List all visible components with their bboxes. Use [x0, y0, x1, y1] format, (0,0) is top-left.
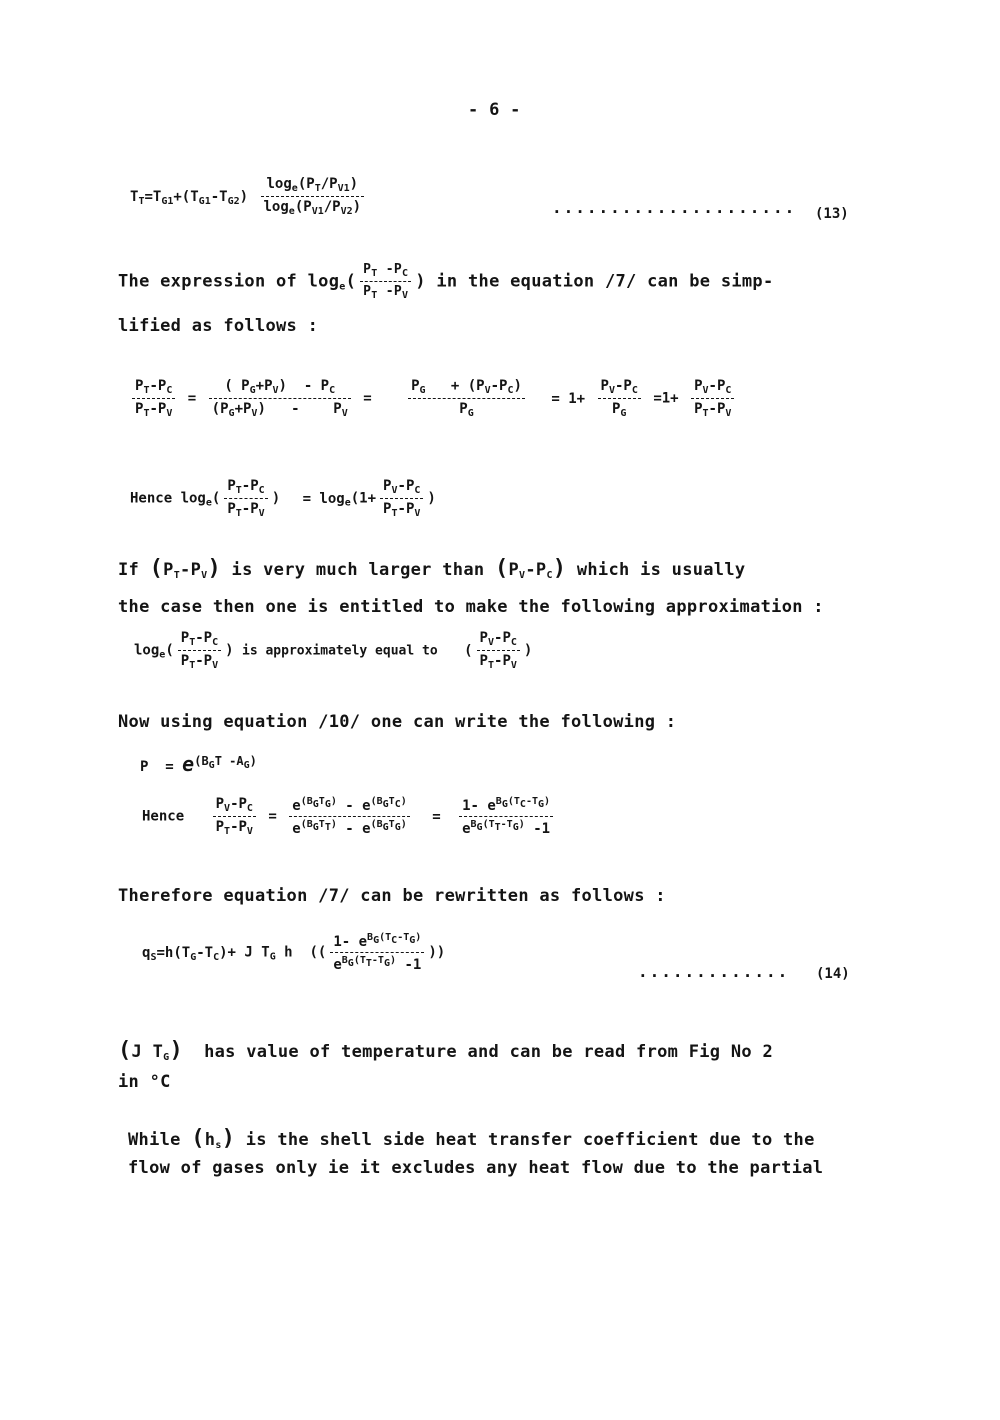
intro-line: The expression of $\log_e$( $\frac{P_T -P_C}{P_T -P_V}$ ) in the equation /7/ can be simp-	[118, 262, 774, 301]
now-line: Now using equation /10/ one can write the following :	[118, 712, 677, 732]
equation-13-number: (13)	[815, 206, 849, 222]
jtg-line-2: in °C	[118, 1072, 171, 1092]
simplification-equation: $\frac{P_T-P_C}{P_T-P_V}$ = $\frac{( P_G+P_V) - P_C}{(P_G+P_V) - P_V}$ = $\frac{P_G + (P_V-P_C)}{P_G}$ = 1+ $\frac{P_V-P_C}{P_G}$ =1+ $\frac{P_V-P_C}{P_T-P_V}$	[128, 378, 738, 419]
hence-ratio-equation: Hence $\frac{P_V-P_C}{P_T-P_V}$ = $\frac{e^{(B_GT_G)} - e^{(B_GT_C)}}{e^{(B_GT_T)} - e^{(B_GT_G)}}$ = $\frac{1- e^{B_G(T_C-T_G)}}{e^{B_G(T_T-T_G)} -1}$	[142, 796, 557, 837]
case-line: the case then one is entitled to make the following approximation :	[118, 597, 824, 617]
intro-line-2: lified as follows :	[118, 316, 319, 336]
equation-14-number: (14)	[816, 966, 850, 982]
pressure-equation: $P = e^{(B_GT -A_G)}$	[140, 752, 257, 776]
page-number: - 6 -	[468, 100, 521, 120]
hence-log-equation: Hence $\log_e$( $\frac{P_T-P_C}{P_T-P_V}$ ) = $\log_e(1+$ $\frac{P_V-P_C}{P_T-P_V}$ )	[130, 478, 436, 519]
equation-13-leader-dots: .....................	[552, 198, 797, 217]
jtg-line: (J $T_G$) has value of temperature and can be read from Fig No 2	[118, 1038, 773, 1063]
equation-14: $q_S=h(T_G-T_C)+ J$ $T_G$ h (( $\frac{1- e^{B_G(T_C-T_G)}}{e^{B_G(T_T-T_G)} -1}$ ))	[142, 932, 446, 973]
if-line: If $(P_T-P_V)$ is very much larger than $(P_V-P_C)$ which is usually	[118, 556, 746, 581]
therefore-line: Therefore equation /7/ can be rewritten as follows :	[118, 886, 666, 906]
while-line: While $(h_s)$ is the shell side heat transfer coefficient due to the	[128, 1126, 815, 1151]
while-line-2: flow of gases only ie it excludes any heat flow due to the partial	[128, 1158, 824, 1178]
equation-13: $T_T=T_{G1}+(T_{G1}-T_{G2})$ $\frac{\log_e(P_T/P_{V1})}{\log_e(P_{V1}/P_{V2})}$	[130, 176, 368, 217]
equation-14-leader-dots: .............	[638, 962, 790, 981]
approximation-equation: $\log_e$( $\frac{P_T-P_C}{P_T-P_V}$ ) is approximately equal to ( $\frac{P_V-P_C}{P_T-P_V}$ )	[134, 630, 533, 671]
